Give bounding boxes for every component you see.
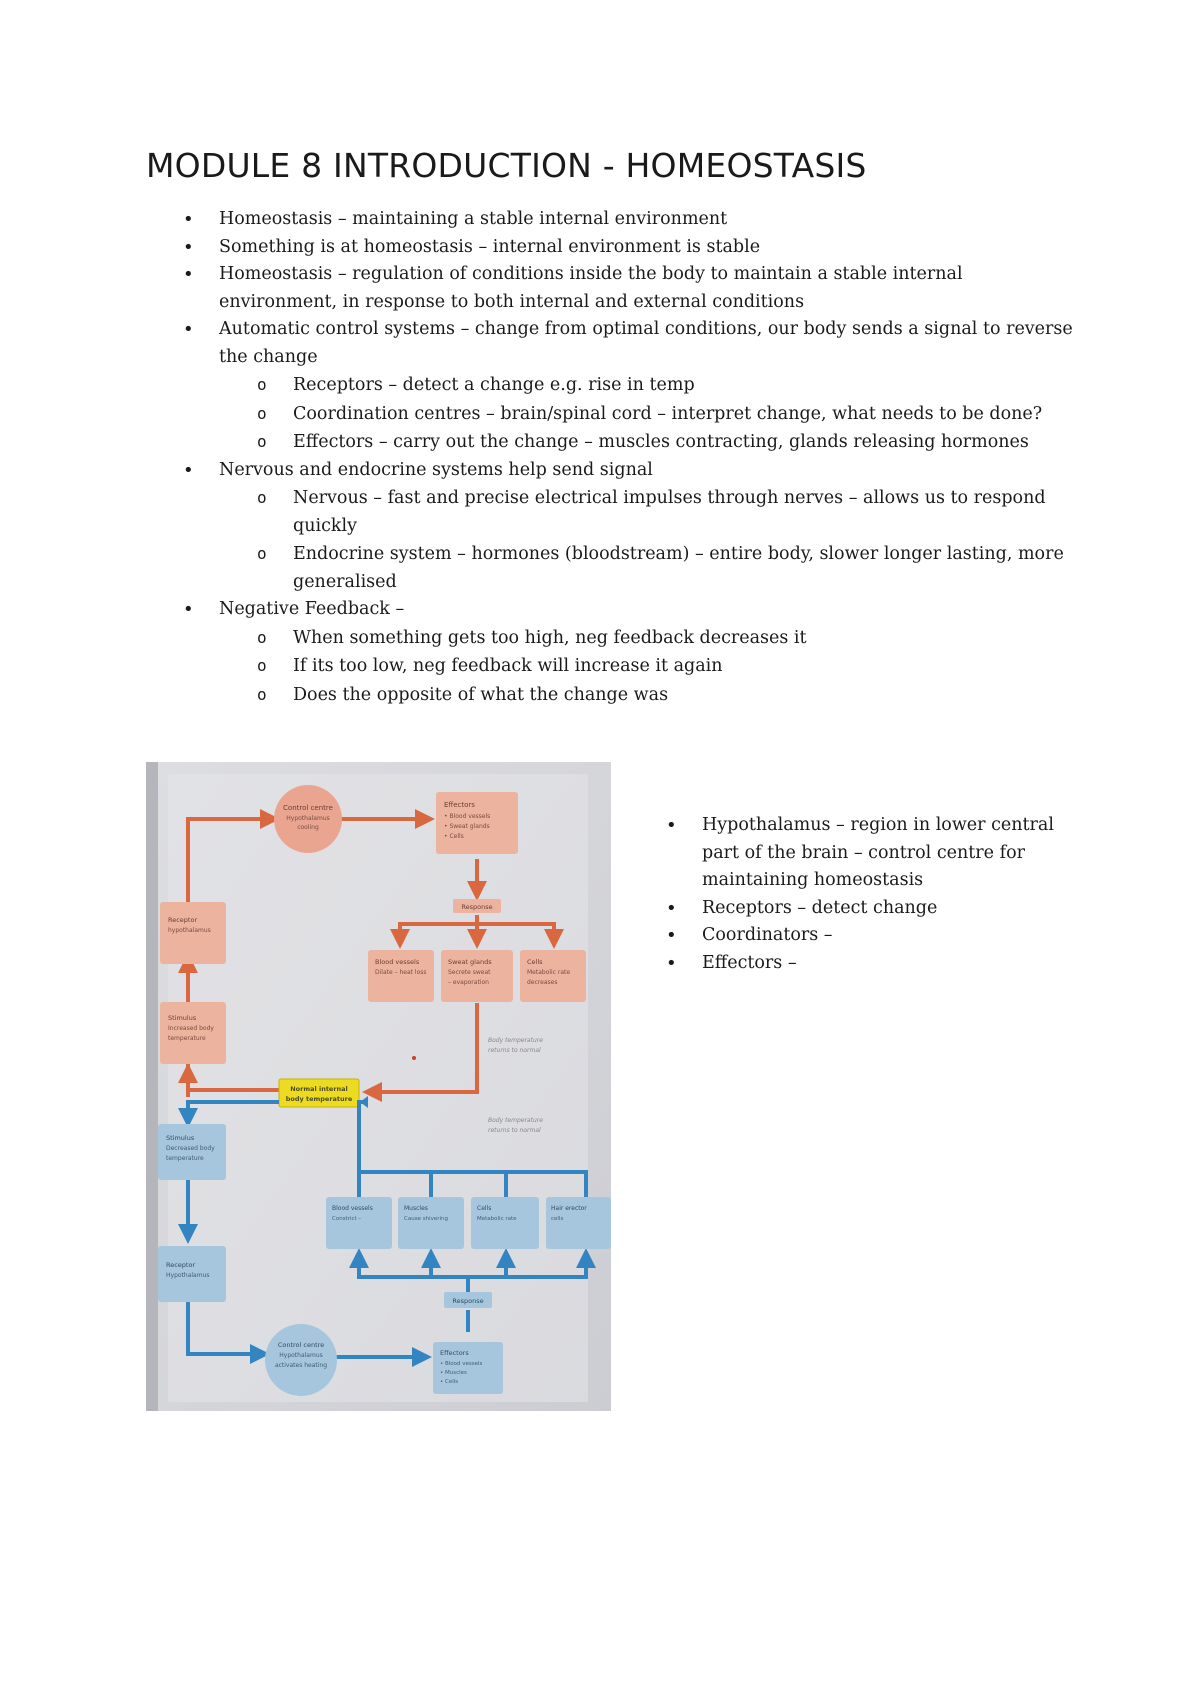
cold-return-note: Body temperature: [488, 1117, 543, 1124]
hot-control-centre-detail: Hypothalamus: [286, 815, 330, 822]
list-item: [146, 261, 1076, 316]
hot-vessels-label: Blood vessels: [375, 958, 420, 966]
notes-list: [146, 206, 1076, 709]
hot-glands-label: Sweat glands: [448, 958, 492, 966]
cold-vessels-detail: Constrict –: [332, 1216, 362, 1222]
normal-temperature-label: Normal internal: [290, 1085, 348, 1093]
cold-return-note: returns to normal: [488, 1127, 541, 1134]
hot-effectors-detail: • Cells: [444, 833, 464, 840]
cold-control-centre-detail: Hypothalamus: [279, 1352, 323, 1359]
list-item: [630, 922, 1070, 950]
cold-control-centre-label: Control centre: [277, 1341, 325, 1349]
hot-glands-detail: – evaporation: [448, 979, 489, 986]
page-title: MODULE 8 INTRODUCTION - HOMEOSTASIS: [146, 146, 867, 185]
cold-effectors-detail: • Muscles: [440, 1370, 467, 1376]
cold-response-label: Response: [452, 1297, 484, 1305]
cold-cells-detail: Metabolic rate: [477, 1216, 517, 1222]
cold-effectors-label: Effectors: [440, 1349, 469, 1357]
list-item-text: Effectors –: [702, 952, 797, 973]
hot-vessels-detail: Dilate – heat loss: [375, 969, 427, 976]
list-item-text: Hypothalamus – region in lower central part of the brain – control centre for maintaining homeostasis: [702, 815, 1054, 890]
list-item: [146, 316, 1076, 457]
hot-receptor-label: Receptor: [168, 916, 198, 924]
list-item-text: Automatic control systems – change from optimal conditions, our body sends a signal to reverse the change: [219, 319, 1073, 367]
cold-hair-label: Hair erector: [551, 1205, 587, 1212]
sub-list-item-text: Receptors – detect a change e.g. rise in temp: [293, 375, 695, 395]
list-item-text: Receptors – detect change: [702, 897, 938, 918]
cold-cells-label: Cells: [477, 1205, 492, 1212]
cold-vessels-label: Blood vessels: [332, 1205, 373, 1212]
sub-list-item: [146, 681, 1076, 710]
hot-effectors-detail: • Blood vessels: [444, 813, 491, 820]
hot-control-centre-label: Control centre: [283, 804, 333, 812]
photo-tint: [146, 762, 611, 1411]
cold-effectors-detail: • Cells: [440, 1379, 459, 1385]
sub-list-item-text: Does the opposite of what the change was: [293, 684, 669, 705]
normal-temperature-label: body temperature: [285, 1095, 353, 1103]
list-item: [630, 895, 1070, 923]
hot-cells-detail: decreases: [527, 979, 558, 986]
list-item: [146, 206, 1076, 234]
sub-list-item-text: If its too low, neg feedback will increase it again: [293, 656, 723, 676]
homeostasis-flowchart-photo: [146, 762, 611, 1411]
cold-control-centre-detail: activates heating: [274, 1362, 328, 1369]
cold-receptor-label: Receptor: [166, 1261, 196, 1269]
list-item: [630, 812, 1070, 895]
list-item-text: Negative Feedback –: [219, 599, 405, 619]
hot-stimulus-detail: Increased body: [168, 1025, 214, 1032]
flowchart-svg: [146, 762, 611, 1411]
cold-hair-detail: cells: [551, 1216, 564, 1222]
cold-effectors-detail: • Blood vessels: [440, 1361, 483, 1367]
sub-list-item: [146, 540, 1076, 596]
hot-response-label: Response: [461, 903, 493, 911]
hot-effectors-detail: • Sweat glands: [444, 823, 490, 830]
list-item-text: Homeostasis – maintaining a stable internal environment: [219, 209, 728, 229]
list-item: [146, 234, 1076, 262]
list-item-text: Something is at homeostasis – internal environment is stable: [219, 236, 761, 257]
cold-muscles-label: Muscles: [404, 1205, 428, 1212]
hot-cells-label: Cells: [527, 958, 543, 966]
cold-stimulus-label: Stimulus: [166, 1134, 195, 1142]
hot-glands-detail: Secrete sweat: [448, 969, 491, 976]
list-item: [146, 596, 1076, 709]
hot-effectors-label: Effectors: [444, 801, 475, 809]
cold-stimulus-detail: temperature: [166, 1155, 204, 1162]
list-item-text: Coordinators –: [702, 925, 833, 945]
hot-receptor-detail: hypothalamus: [168, 927, 211, 934]
sub-list-item-text: When something gets too high, neg feedback decreases it: [293, 627, 807, 648]
sub-list-item: [146, 428, 1076, 457]
sub-list-item: [146, 624, 1076, 653]
hot-control-centre-detail: cooling: [297, 824, 319, 831]
hot-stimulus-label: Stimulus: [168, 1014, 197, 1022]
sub-list-item: [146, 652, 1076, 681]
sub-list-item-text: Endocrine system – hormones (bloodstream) – entire body, slower longer lasting, more generalised: [293, 544, 1064, 592]
hot-return-note: returns to normal: [488, 1047, 541, 1054]
hot-return-note: Body temperature: [488, 1037, 543, 1044]
list-item-text: Homeostasis – regulation of conditions inside the body to maintain a stable internal environment, in response to both internal and external conditions: [219, 264, 963, 312]
sub-list-item-text: Nervous – fast and precise electrical impulses through nerves – allows us to respond quickly: [293, 488, 1046, 536]
cold-muscles-detail: Cause shivering: [404, 1216, 448, 1222]
sub-list-item: [146, 484, 1076, 540]
side-notes-list: [630, 812, 1070, 977]
hot-cells-detail: Metabolic rate: [527, 969, 571, 976]
sub-list-item-text: Coordination centres – brain/spinal cord – interpret change, what needs to be done?: [293, 403, 1043, 424]
cold-stimulus-detail: Decreased body: [166, 1145, 215, 1152]
hot-stimulus-detail: temperature: [168, 1035, 206, 1042]
list-item-text: Nervous and endocrine systems help send signal: [219, 459, 653, 480]
sub-list-item: [146, 371, 1076, 400]
list-item: [146, 457, 1076, 597]
sub-list-item-text: Effectors – carry out the change – muscles contracting, glands releasing hormones: [293, 432, 1029, 452]
cold-receptor-detail: Hypothalamus: [166, 1272, 210, 1279]
list-item: [630, 950, 1070, 978]
sub-list-item: [146, 400, 1076, 429]
